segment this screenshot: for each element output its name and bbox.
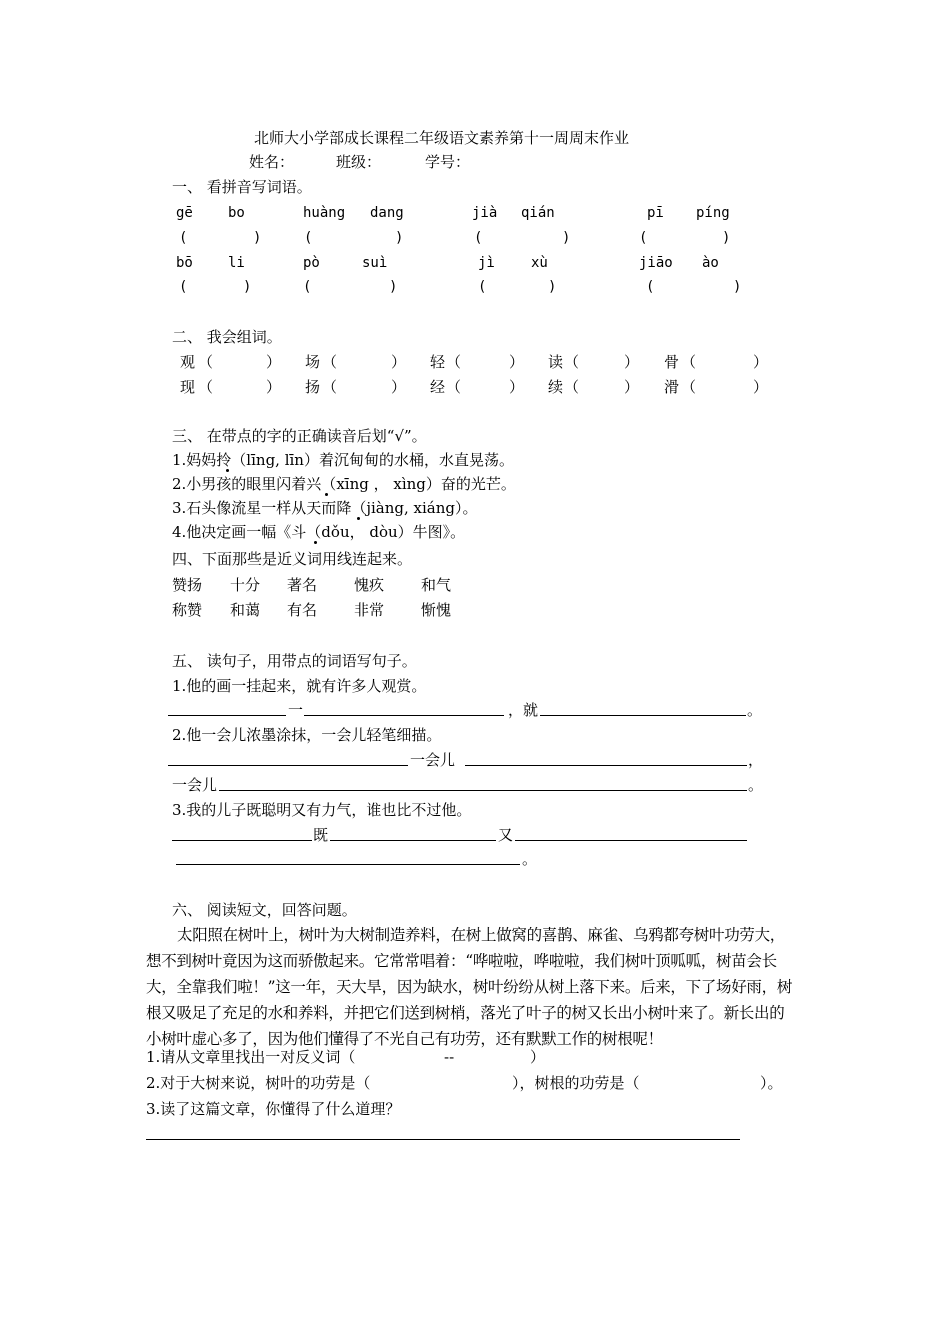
paren-open: （ <box>446 378 462 396</box>
pinyin: ào <box>702 255 719 271</box>
pinyin: bo <box>228 205 245 221</box>
paren-close: ） <box>624 353 640 371</box>
character: 扬 <box>305 378 321 396</box>
emphasis-dot <box>357 517 360 520</box>
paren-close: ） <box>509 353 525 371</box>
answer-line[interactable] <box>172 840 312 841</box>
paren-open: ( <box>304 230 313 246</box>
character: 续 <box>548 378 564 396</box>
answer-line[interactable] <box>515 840 747 841</box>
paren-open: （ <box>322 353 338 371</box>
paren-close: ） <box>266 378 282 396</box>
paren-open: ( <box>474 230 483 246</box>
keyword-label: 一会儿 <box>410 751 456 769</box>
sentence-comma: ， <box>748 751 764 769</box>
paren-close: ) <box>243 279 252 295</box>
paren-open: ( <box>639 230 648 246</box>
keyword-label: 一会儿 <box>172 776 218 794</box>
synonym-word: 愧疚 <box>354 576 385 594</box>
section-5-heading: 五、 读句子，用带点的词语写句子。 <box>172 652 417 670</box>
paren-open: （ <box>564 353 580 371</box>
paren-open: ( <box>478 279 487 295</box>
sentence-2: 2.他一会儿浓墨涂抹，一会儿轻笔细描。 <box>172 726 442 744</box>
emphasis-dot <box>226 469 229 472</box>
paren-close: ） <box>753 353 769 371</box>
paren-open: （ <box>322 378 338 396</box>
answer-line[interactable] <box>465 765 747 766</box>
character: 滑 <box>664 378 680 396</box>
paren-close: ） <box>391 378 407 396</box>
synonym-word: 非常 <box>354 601 385 619</box>
keyword-label: ，就 <box>508 701 539 719</box>
paren-close: ） <box>391 353 407 371</box>
paren-close: ） <box>266 353 282 371</box>
page-title: 北师大小学部成长课程二年级语文素养第十一周周末作业 <box>254 129 630 147</box>
synonym-word: 赞扬 <box>172 576 203 594</box>
paren-open: ( <box>646 279 655 295</box>
answer-line[interactable] <box>219 790 747 791</box>
section-4-heading: 四、下面那些是近义词用线连起来。 <box>172 550 413 568</box>
question-1-dash: -- <box>444 1048 455 1066</box>
answer-line[interactable] <box>330 840 496 841</box>
synonym-word: 称赞 <box>172 601 203 619</box>
section-3-heading: 三、 在带点的字的正确读音后划“√”。 <box>172 427 427 445</box>
pronunciation-item-4: 4.他决定画一幅《斗（dǒu， dòu）牛图》。 <box>172 523 466 541</box>
pinyin: jì <box>478 255 495 271</box>
paren-close: ) <box>389 279 398 295</box>
answer-line[interactable] <box>146 1139 740 1140</box>
character: 场 <box>305 353 321 371</box>
paren-open: ( <box>179 279 188 295</box>
emphasis-dot <box>314 541 317 544</box>
pinyin: pò <box>303 255 320 271</box>
character: 骨 <box>664 353 680 371</box>
paren-open: ( <box>179 230 188 246</box>
pinyin: jiāo <box>639 255 673 271</box>
paren-open: （ <box>564 378 580 396</box>
paren-open: （ <box>198 378 214 396</box>
section-1-heading: 一、 看拼音写词语。 <box>172 178 312 196</box>
paren-close: ) <box>253 230 262 246</box>
paren-close: ) <box>733 279 742 295</box>
pinyin: huàng <box>303 205 346 221</box>
question-1: 1.请从文章里找出一对反义词（ <box>146 1048 356 1066</box>
answer-line[interactable] <box>168 715 286 716</box>
pinyin: suì <box>362 255 388 271</box>
synonym-word: 惭愧 <box>421 601 452 619</box>
synonym-word: 有名 <box>287 601 318 619</box>
reading-passage: 太阳照在树叶上，树叶为大树制造养料，在树上做窝的喜鹊、麻雀、乌鸦都夸树叶功劳大，想不到树叶竟因为这而骄傲起来。它常常唱着：“哗啦啦，哗啦啦，我们树叶顶呱呱，树苗会长大，全靠我们啦！”这一年，天大旱，因为缺水，树叶纷纷从树上落下来。后来，下了场好雨，树根又吸足了充足的水和养料，并把它们送到树梢，落光了叶子的树又长出小树叶来了。新长出的小树叶虚心多了，因为他们懂得了不光自己有功劳，还有默默工作的树根呢！ <box>146 926 793 1048</box>
paren-close: ） <box>624 378 640 396</box>
synonym-word: 著名 <box>287 576 318 594</box>
synonym-word: 十分 <box>230 576 261 594</box>
keyword-label: 既 <box>313 826 329 844</box>
character: 观 <box>180 353 196 371</box>
sentence-end: 。 <box>522 850 538 868</box>
character: 经 <box>430 378 446 396</box>
character: 轻 <box>430 353 446 371</box>
character: 现 <box>180 378 196 396</box>
paren-open: （ <box>681 353 697 371</box>
sentence-end: 。 <box>747 701 763 719</box>
paren-close: ） <box>509 378 525 396</box>
paren-close: ) <box>722 230 731 246</box>
answer-line[interactable] <box>168 765 408 766</box>
question-1-end: ） <box>530 1048 546 1066</box>
question-2-part-c: ）。 <box>760 1074 783 1092</box>
class-label: 班级： <box>336 153 382 171</box>
pinyin: dang <box>370 205 404 221</box>
paren-close: ) <box>395 230 404 246</box>
character: 读 <box>548 353 564 371</box>
section-6-heading: 六、 阅读短文，回答问题。 <box>172 901 357 919</box>
pinyin: píng <box>696 205 730 221</box>
question-2-part-b: ），树根的功劳是（ <box>512 1074 640 1092</box>
paren-open: （ <box>198 353 214 371</box>
sentence-end: 。 <box>748 776 764 794</box>
paren-open: （ <box>681 378 697 396</box>
pronunciation-item-3: 3.石头像流星一样从天而降（jiàng, xiáng）。 <box>172 499 478 517</box>
paren-close: ) <box>548 279 557 295</box>
pinyin: bō <box>176 255 193 271</box>
pinyin: gē <box>176 205 193 221</box>
section-2-heading: 二、 我会组词。 <box>172 328 282 346</box>
student-id-label: 学号： <box>425 153 471 171</box>
answer-line[interactable] <box>176 864 520 865</box>
sentence-3: 3.我的儿子既聪明又有力气，谁也比不过他。 <box>172 801 472 819</box>
paren-close: ） <box>753 378 769 396</box>
sentence-1: 1.他的画一挂起来，就有许多人观赏。 <box>172 677 427 695</box>
emphasis-dot <box>325 493 328 496</box>
question-3: 3.读了这篇文章，你懂得了什么道理？ <box>146 1100 401 1118</box>
pinyin: qián <box>521 205 555 221</box>
pinyin: li <box>228 255 245 271</box>
paren-open: ( <box>303 279 312 295</box>
pinyin: jià <box>472 205 498 221</box>
question-2-part-a: 2.对于大树来说，树叶的功劳是（ <box>146 1074 371 1092</box>
keyword-label: 又 <box>498 826 514 844</box>
keyword-label: 一 <box>288 701 304 719</box>
synonym-word: 和蔼 <box>230 601 261 619</box>
answer-line[interactable] <box>304 715 504 716</box>
paren-open: （ <box>446 353 462 371</box>
pronunciation-item-1: 1.妈妈拎（līng, līn）着沉甸甸的水桶，水直晃荡。 <box>172 451 514 469</box>
answer-line[interactable] <box>540 715 746 716</box>
pinyin: pī <box>647 205 664 221</box>
synonym-word: 和气 <box>421 576 452 594</box>
paren-close: ) <box>562 230 571 246</box>
name-label: 姓名： <box>249 153 295 171</box>
pronunciation-item-2: 2.小男孩的眼里闪着兴（xīng ， xìng）奋的光芒。 <box>172 475 516 493</box>
pinyin: xù <box>531 255 548 271</box>
